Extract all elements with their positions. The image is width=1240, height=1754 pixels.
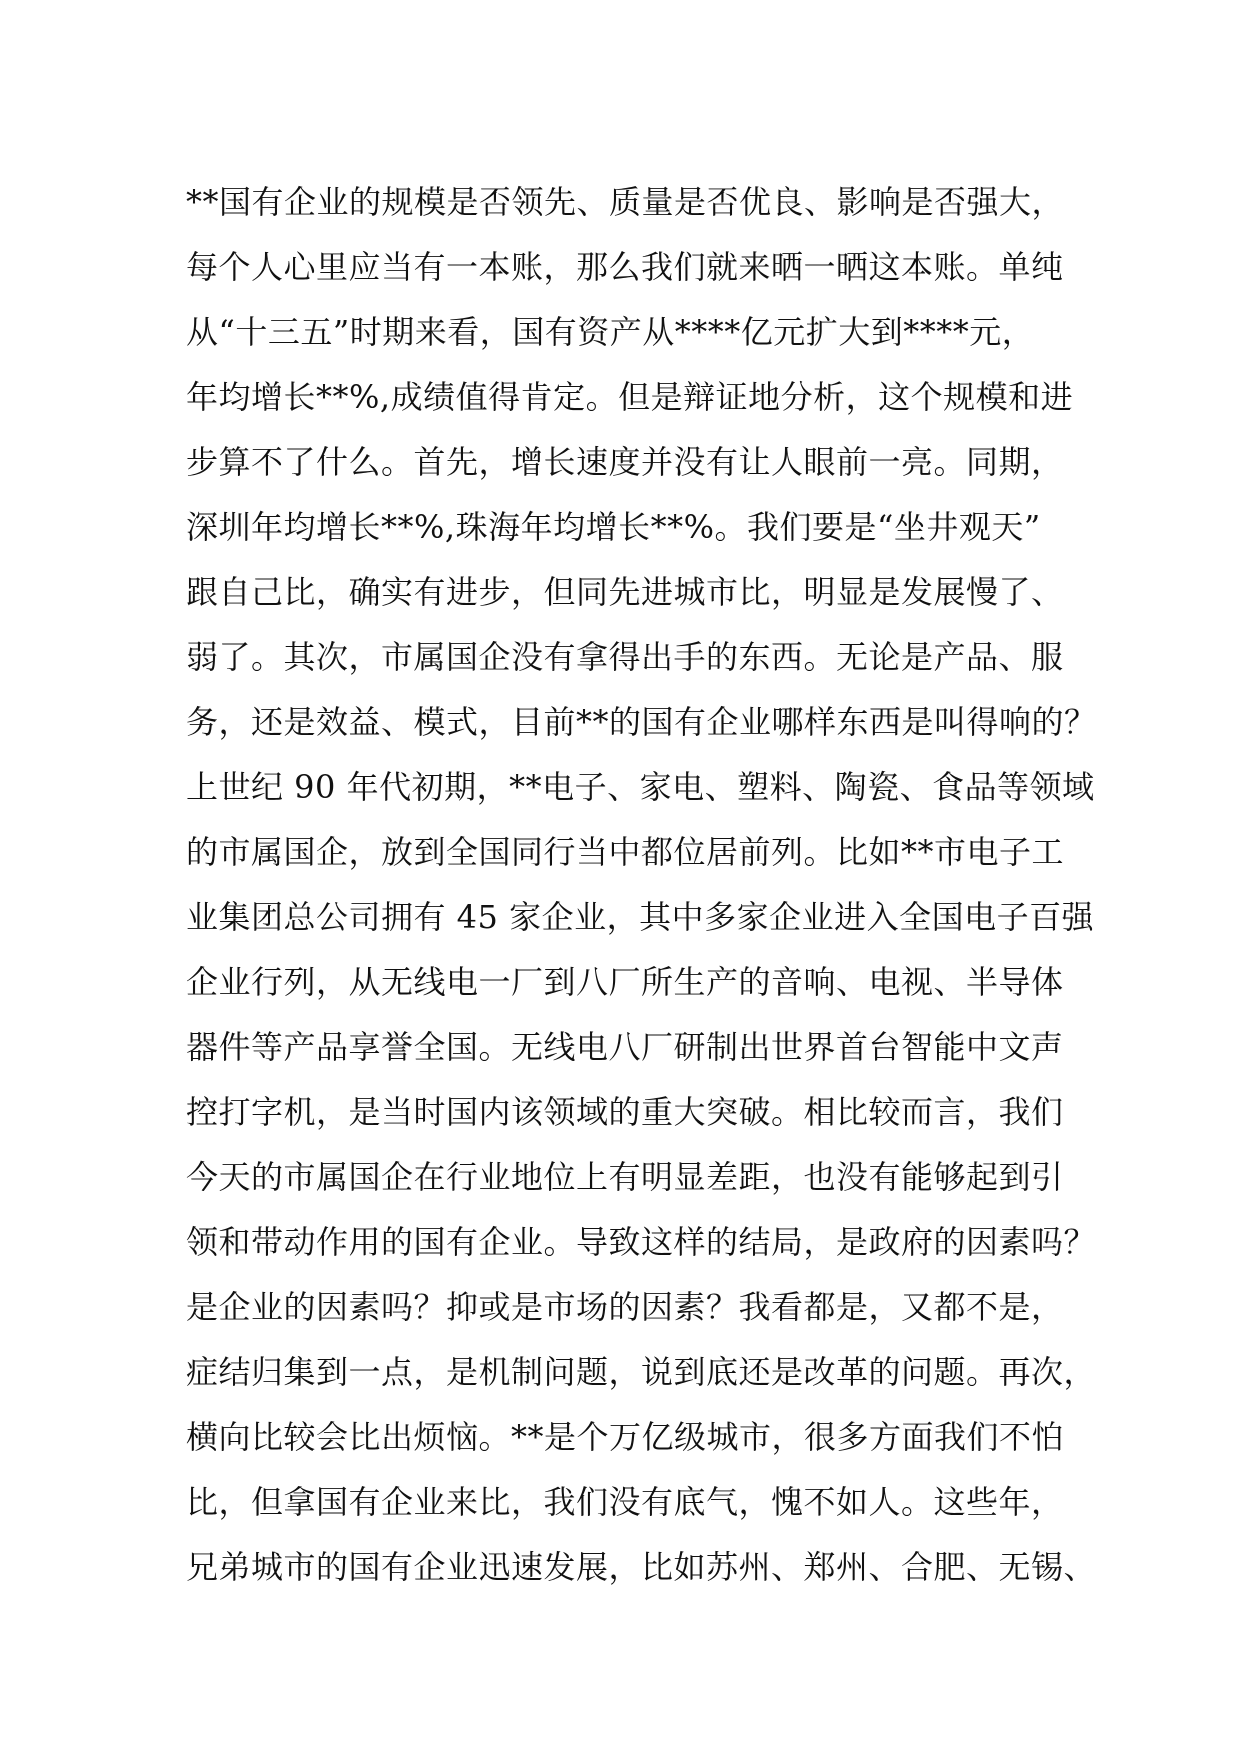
text-line: 业集团总公司拥有 45 家企业，其中多家企业进入全国电子百强 <box>186 898 1095 936</box>
text-line: 兄弟城市的国有企业迅速发展，比如苏州、郑州、合肥、无锡、 <box>186 1548 1097 1586</box>
text-line: 症结归集到一点，是机制问题，说到底还是改革的问题。再次， <box>186 1353 1097 1391</box>
text-line: 的市属国企，放到全国同行当中都位居前列。比如**市电子工 <box>186 833 1065 871</box>
text-line: 步算不了什么。首先，增长速度并没有让人眼前一亮。同期， <box>186 443 1064 481</box>
text-line: 今天的市属国企在行业地位上有明显差距，也没有能够起到引 <box>186 1158 1064 1196</box>
text-line: 是企业的因素吗？抑或是市场的因素？我看都是，又都不是， <box>186 1288 1064 1326</box>
text-line: 深圳年均增长**%,珠海年均增长**%。我们要是“坐井观天” <box>186 508 1041 546</box>
text-line: 企业行列，从无线电一厂到八厂所生产的音响、电视、半导体 <box>186 963 1064 1001</box>
text-line: 器件等产品享誉全国。无线电八厂研制出世界首台智能中文声 <box>186 1028 1064 1066</box>
text-line: 每个人心里应当有一本账，那么我们就来晒一晒这本账。单纯 <box>186 248 1064 286</box>
text-line: 控打字机，是当时国内该领域的重大突破。相比较而言，我们 <box>186 1093 1064 1131</box>
text-line: 务，还是效益、模式，目前**的国有企业哪样东西是叫得响的？ <box>186 703 1097 741</box>
text-line: 年均增长**%,成绩值得肯定。但是辩证地分析，这个规模和进 <box>186 378 1074 416</box>
text-line: **国有企业的规模是否领先、质量是否优良、影响是否强大， <box>186 183 1065 221</box>
text-line: 弱了。其次，市属国企没有拿得出手的东西。无论是产品、服 <box>186 638 1064 676</box>
text-line: 从“十三五”时期来看，国有资产从****亿元扩大到****元， <box>186 313 1035 351</box>
text-line: 领和带动作用的国有企业。导致这样的结局，是政府的因素吗？ <box>186 1223 1097 1261</box>
body-text <box>186 170 1097 1600</box>
text-line: 上世纪 90 年代初期，**电子、家电、塑料、陶瓷、食品等领域 <box>186 768 1095 806</box>
text-line: 跟自己比，确实有进步，但同先进城市比，明显是发展慢了、 <box>186 573 1064 611</box>
text-line: 横向比较会比出烦恼。**是个万亿级城市，很多方面我们不怕 <box>186 1418 1065 1456</box>
text-line: 比，但拿国有企业来比，我们没有底气，愧不如人。这些年， <box>186 1483 1064 1521</box>
